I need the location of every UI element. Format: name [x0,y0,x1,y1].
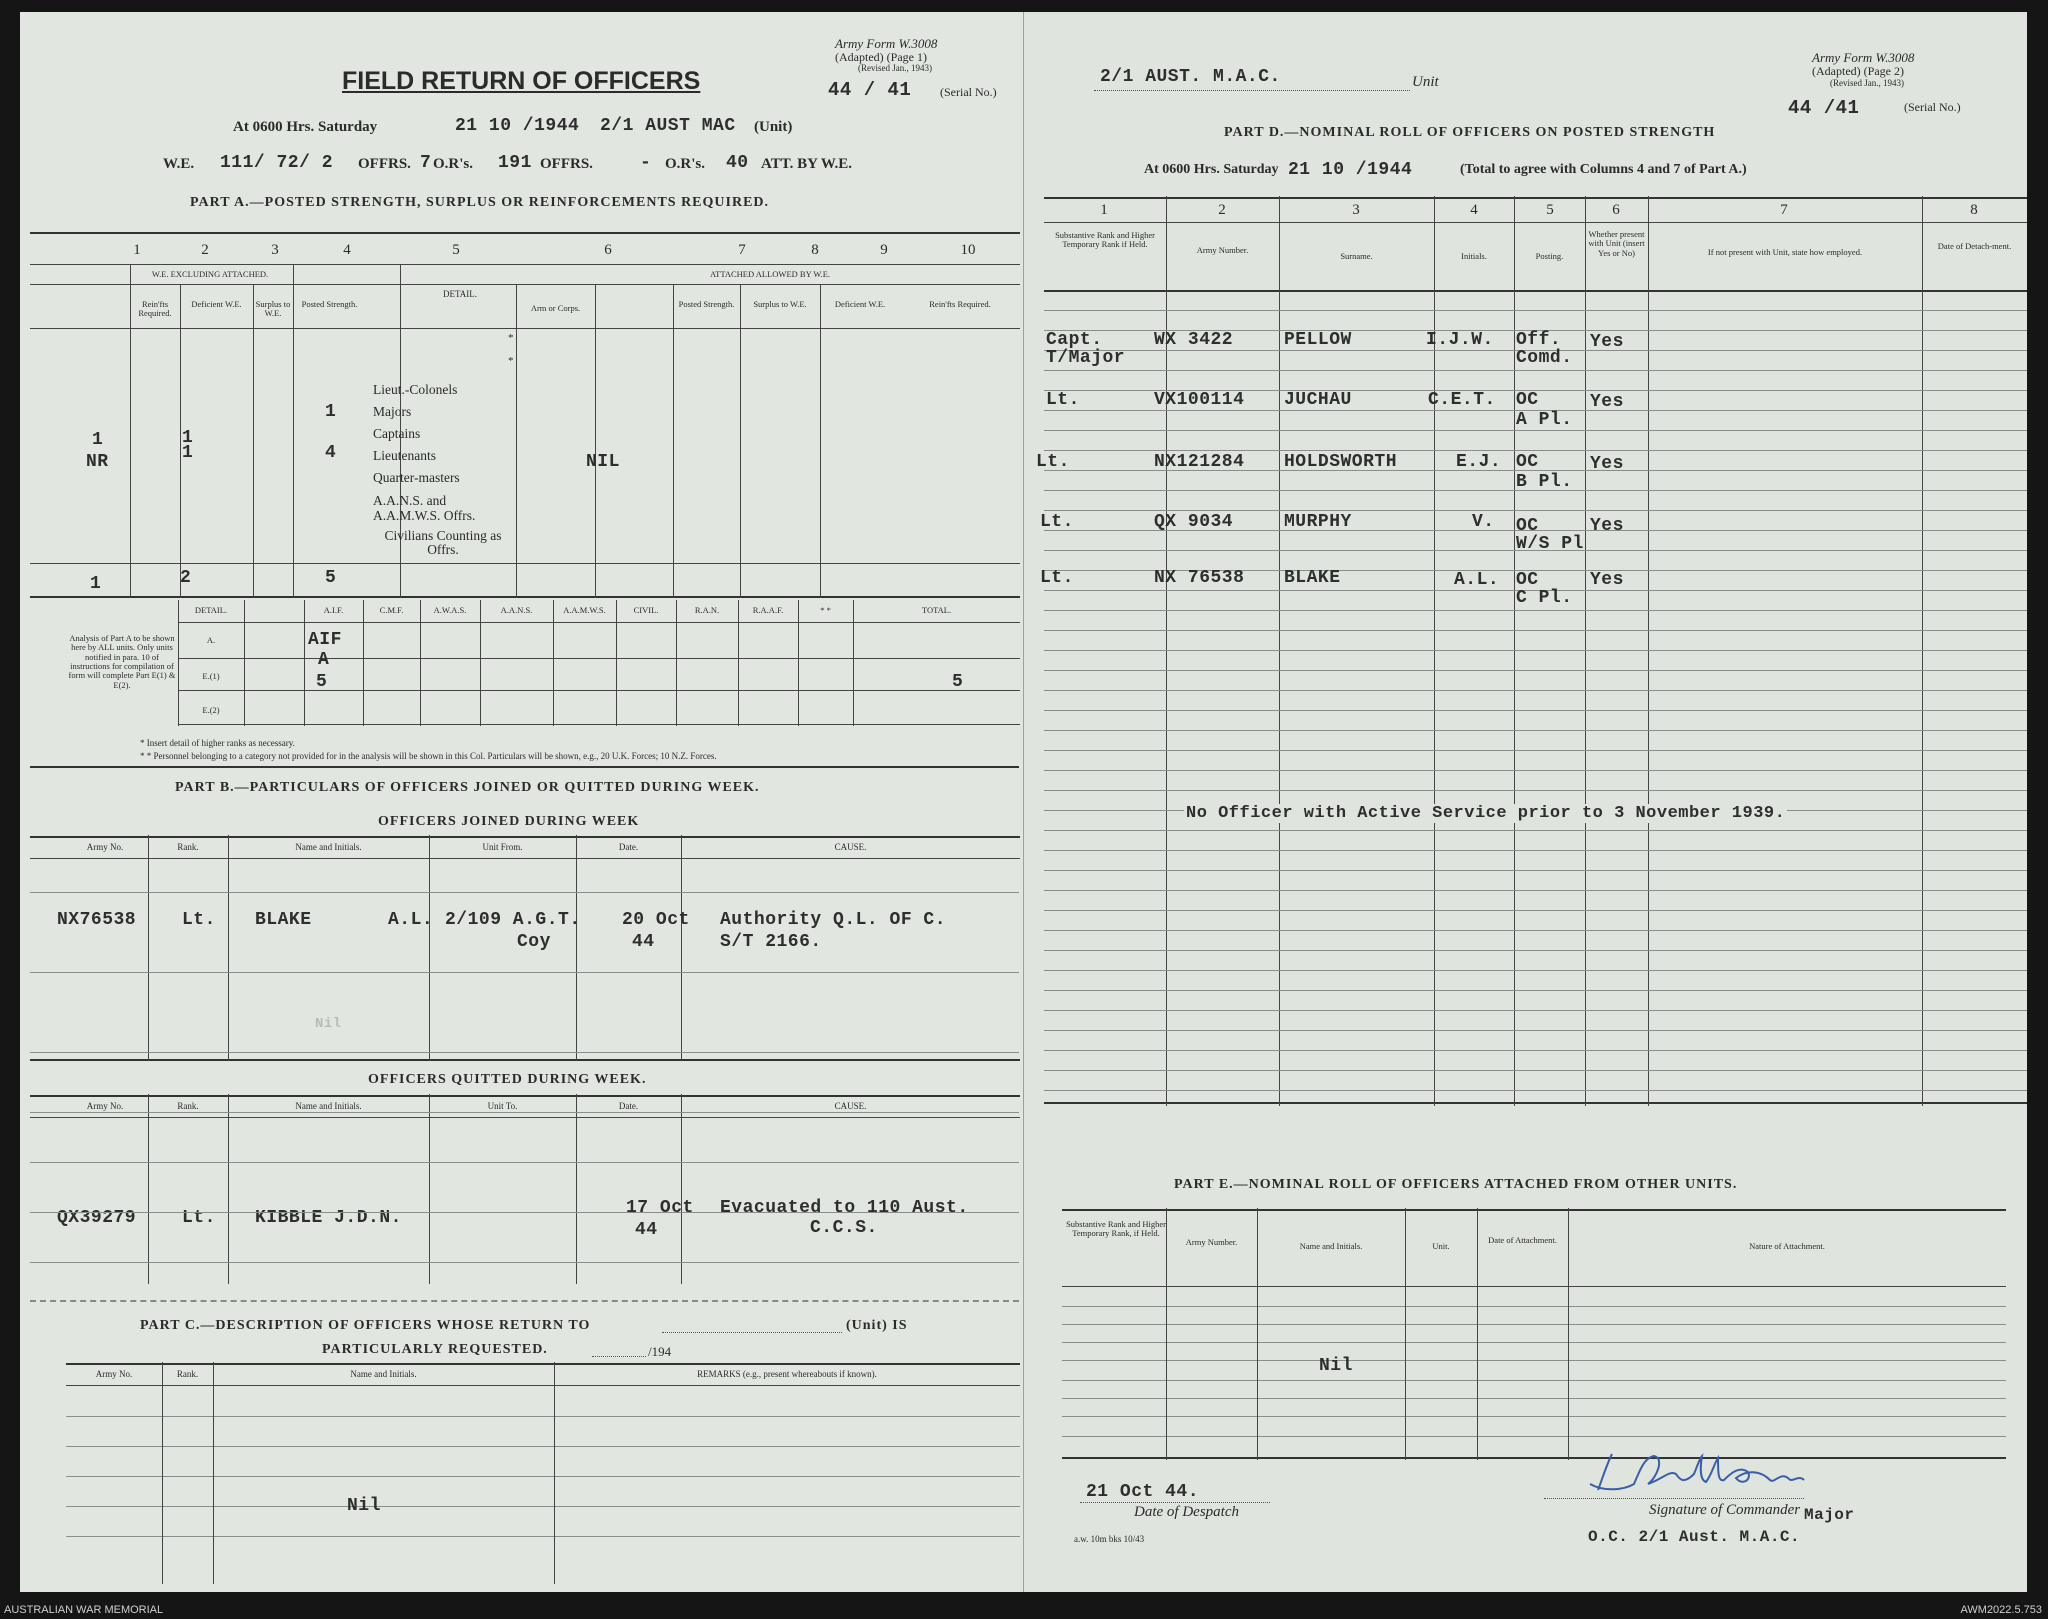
ruled-line [1044,370,2027,371]
quitted-heading: OFFICERS QUITTED DURING WEEK. [368,1072,647,1087]
att-label: ATT. BY W.E. [761,156,853,172]
ruled-line [1044,630,2027,631]
ruled-line [30,1212,1019,1213]
ruled-line [1044,1010,2027,1011]
q-h-rank: Rank. [177,1101,199,1111]
an-other: * * [820,605,831,615]
unit-name: 2/1 AUST MAC [600,116,736,136]
note-1: * Insert detail of higher ranks as necessary. [140,738,295,748]
p2-total-note: (Total to agree with Columns 4 and 7 of Part A.) [1460,162,1747,177]
q-name: KIBBLE J.D.N. [255,1208,402,1228]
serial-number: 44 / 41 [828,79,912,101]
col-9: 9 [880,242,888,258]
ruled-line [1044,930,2027,931]
ruled-line [1044,1050,2027,1051]
we-excl-header: W.E. EXCLUDING ATTACHED. [151,269,269,279]
an-raaf: R.A.A.F. [752,605,784,615]
we-label: W.E. [163,156,195,172]
d-col-2: 2 [1218,202,1226,218]
d-h-initials: Initials. [1461,251,1487,261]
ruled-line [1044,990,2027,991]
an-civil: CIVIL. [633,605,659,615]
d-posting-2: A Pl. [1516,410,1573,430]
col-2: 2 [201,242,209,258]
form-number: Army Form W.3008 [835,36,938,51]
an-total: TOTAL. [921,605,952,615]
q-date: 17 Oct [626,1198,694,1218]
d-number: NX121284 [1154,452,1245,472]
d-initials: E.J. [1456,452,1502,472]
note-2: * * Personnel belonging to a category not provided for in the analysis will be shown in this Col. Particulars will be shown, e.g., 20 U.K. Forces; 10 N.Z. Forces. [140,751,717,761]
d-rank: Capt. [1046,330,1103,350]
part-c-year: /194 [648,1344,672,1359]
d-initials: I.J.W. [1426,330,1494,350]
ruled-line [1044,430,2027,431]
part-c-table [66,1362,1020,1584]
h-surp: Surplus to W.E. [255,299,291,319]
part-e-heading: PART E.—NOMINAL ROLL OF OFFICERS ATTACHED FROM OTHER UNITS. [1174,1177,1738,1192]
rank-quartermasters: Quarter-masters [373,470,460,485]
d-surname: MURPHY [1284,512,1352,532]
an-row-a: A. [206,635,216,645]
d-number: QX 9034 [1154,512,1234,532]
d-present: Yes [1590,392,1624,412]
col-7: 7 [738,242,746,258]
d-rank: Lt. [1036,452,1070,472]
d-posting: OC [1516,516,1539,536]
j-h-rank: Rank. [177,842,199,852]
q-cause: Evacuated to 110 Aust. [720,1198,969,1218]
p2-unit: 2/1 AUST. M.A.C. [1100,67,1281,87]
d-h-rank: Substantive Rank and Higher Temporary Rank if Held. [1055,230,1155,250]
offrs-label: OFFRS. [358,156,411,172]
ruled-line [30,1262,1019,1263]
h-reinf2: Rein'fts Required. [929,299,991,309]
total-def: 2 [180,568,192,588]
h-reinf: Rein'fts Required. [138,299,172,319]
q-h-unit: Unit To. [487,1101,518,1111]
c-h-rank: Rank. [176,1369,199,1379]
p2-serial: 44 /41 [1788,97,1860,119]
d-col-5: 5 [1546,202,1554,218]
ruled-line [1044,870,2027,871]
ruled-line [1044,910,2027,911]
ruled-line [1044,1030,2027,1031]
j-cause: Authority Q.L. OF C. [720,910,947,930]
an-total-value: 5 [952,672,964,692]
ruled-line [1044,790,2027,791]
q-h-no: Army No. [86,1101,124,1111]
col-4: 4 [343,242,351,258]
an-detail: DETAIL. [194,605,228,615]
q-h-date: Date. [618,1101,639,1111]
c-h-remarks: REMARKS (e.g., present whereabouts if known). [697,1369,877,1379]
d-surname: JUCHAU [1284,390,1352,410]
an-aans: A.A.N.S. [500,605,533,615]
despatch-label: Date of Despatch [1134,1504,1239,1520]
ruled-line [30,1162,1019,1163]
d-posting-2: C Pl. [1516,588,1573,608]
page-1 [20,12,1023,1592]
d-surname: BLAKE [1284,568,1341,588]
e-h-number: Army Number. [1185,1237,1238,1247]
active-service-note: No Officer with Active Service prior to 3 November 1939. [1186,804,1786,823]
j-nil-faint: Nil [315,1016,342,1032]
d-h-surname: Surname. [1340,251,1373,261]
e-h-nature: Nature of Attachment. [1749,1241,1825,1251]
h-arm: Arm or Corps. [530,303,581,313]
ruled-line [1044,830,2027,831]
an-cmf: C.M.F. [379,605,404,615]
part-a-heading: PART A.—POSTED STRENGTH, SURPLUS OR REINFORCEMENTS REQUIRED. [190,195,770,210]
j-cause-2: S/T 2166. [720,932,822,952]
h-def2: Deficient W.E. [834,299,886,309]
we-value: 111/ 72/ 2 [220,153,334,173]
an-a-value: A [318,650,330,670]
e-nil: Nil [1319,1356,1353,1376]
ruled-line [1044,670,2027,671]
ruled-line [1044,710,2027,711]
serial-label: (Serial No.) [940,85,997,99]
d-surname: PELLOW [1284,330,1352,350]
ruled-line [1044,310,2027,311]
d-col-6: 6 [1612,202,1620,218]
j-rank: Lt. [182,910,216,930]
an-row-e2: E.(2) [202,705,220,715]
part-c-unit: (Unit) IS [846,1318,908,1333]
hrs-label: At 0600 Hrs. Saturday [233,119,378,135]
ruled-line [1044,650,2027,651]
page-2 [1024,12,2027,1592]
j-h-no: Army No. [86,842,124,852]
ruled-line [1044,950,2027,951]
j-date-2: 44 [632,932,655,952]
d-h-present: Whether present with Unit (insert Yes or No) [1588,229,1645,258]
c-nil: Nil [347,1496,381,1516]
reinf-nr: NR [86,452,109,472]
def-value-2: 1 [182,443,194,463]
j-unit-2: Coy [517,932,551,952]
c-h-name: Name and Initials. [350,1369,417,1379]
q-h-name: Name and Initials. [295,1101,362,1111]
j-initials: A.L. [388,910,434,930]
despatch-date: 21 Oct 44. [1086,1482,1200,1502]
d-posting: OC [1516,452,1539,472]
j-h-unit: Unit From. [482,842,523,852]
col-8: 8 [811,242,819,258]
ors-value: 191 [498,153,532,173]
d-col-4: 4 [1470,202,1478,218]
j-date: 20 Oct [622,910,690,930]
page-title: FIELD RETURN OF OFFICERS [342,67,701,95]
e-h-date: Date of Attachment. [1488,1235,1557,1245]
p2-form-number: Army Form W.3008 [1812,50,1915,65]
p2-unit-label: Unit [1412,74,1439,90]
print-code: a.w. 10m bks 10/43 [1074,1534,1145,1544]
col-6: 6 [604,242,612,258]
p2-form-revised: (Revised Jan., 1943) [1830,78,1904,88]
joined-heading: OFFICERS JOINED DURING WEEK [378,814,640,829]
col-5: 5 [452,242,460,258]
ruled-line [30,1112,1019,1113]
j-name: BLAKE [255,910,312,930]
signature-label: Signature of Commander [1649,1502,1801,1518]
h-post: Posted Strength. [301,299,358,309]
rank-lieutenants: Lieutenants [373,448,436,463]
footer-accession: AWM2022.5.753 [1960,1604,2042,1616]
ors2-label: O.R's. [665,156,706,172]
d-h-detach: Date of Detach-ment. [1937,241,2012,251]
d-initials: V. [1472,512,1495,532]
ruled-line [1044,970,2027,971]
d-col-8: 8 [1970,202,1978,218]
part-e-table [1062,1208,2006,1460]
col-3: 3 [271,242,279,258]
ruled-line [1044,750,2027,751]
d-present: Yes [1590,570,1624,590]
d-present: Yes [1590,516,1624,536]
d-col-7: 7 [1780,202,1788,218]
form-revised: (Revised Jan., 1943) [858,63,932,73]
q-cause-2: C.C.S. [810,1218,878,1238]
offrs2-label: OFFRS. [540,156,593,172]
d-posting-2: B Pl. [1516,472,1573,492]
part-a-table [30,230,1020,598]
d-rank: Lt. [1040,512,1074,532]
an-aif-value: AIF [308,630,342,650]
d-number: WX 3422 [1154,330,1234,350]
ruled-line [30,972,1019,973]
d-initials: C.E.T. [1428,390,1496,410]
d-present: Yes [1590,454,1624,474]
d-rank: Lt. [1046,390,1080,410]
an-awas: A.W.A.S. [433,605,467,615]
rank-aans: A.A.N.S. and A.A.M.W.S. Offrs. [373,493,476,523]
signature-rank: Major [1804,1506,1855,1524]
p2-date: 21 10 /1944 [1288,160,1413,180]
ruled-line [1044,690,2027,691]
p2-serial-label: (Serial No.) [1904,100,1961,114]
h-post2: Posted Strength. [678,299,735,309]
d-posting: OC [1516,570,1539,590]
j-h-cause: CAUSE. [834,842,867,852]
rank-majors: Majors [373,404,412,419]
unit-label: (Unit) [754,119,793,135]
signature [1584,1444,1884,1504]
q-h-cause: CAUSE. [834,1101,867,1111]
ors2-value: 40 [726,153,749,173]
lieutenants-value: 4 [325,443,337,463]
d-surname: HOLDSWORTH [1284,452,1398,472]
d-h-posting: Posting. [1535,251,1564,261]
ruled-line [1044,1090,2027,1091]
q-rank: Lt. [182,1208,216,1228]
d-number: VX100114 [1154,390,1245,410]
part-c-heading: PART C.—DESCRIPTION OF OFFICERS WHOSE RETURN TO [140,1318,591,1333]
col-1: 1 [133,242,141,258]
e-h-name: Name and Initials. [1299,1241,1363,1251]
an-aamws: A.A.M.W.S. [563,605,606,615]
return-date: 21 10 /1944 [455,116,580,136]
d-posting-2: Comd. [1516,348,1573,368]
analysis-note: Analysis of Part A to be shown here by ALL units. Only units notified in para. 10 of instructions for compilation of form will complete Part E(1) & E(2). [68,633,176,690]
analysis-table [178,600,1020,726]
attached-header: ATTACHED ALLOWED BY W.E. [709,269,831,279]
ruled-line [1044,1070,2027,1071]
ruled-line [1044,890,2027,891]
an-5-value: 5 [316,672,328,692]
d-present: Yes [1590,332,1624,352]
d-initials: A.L. [1454,570,1500,590]
rank-lieut-colonels: Lieut.-Colonels [373,382,458,397]
an-aif: A.I.F. [323,605,344,615]
e-h-rank: Substantive Rank and Higher Temporary Rank, if Held. [1066,1219,1166,1239]
d-h-number: Army Number. [1196,245,1249,255]
rank-civilians: Civilians Counting as Offrs. [384,528,502,557]
d-posting: OC [1516,390,1539,410]
q-date-2: 44 [635,1220,658,1240]
ruled-line [1044,770,2027,771]
e-h-unit: Unit. [1432,1241,1450,1251]
d-rank: Lt. [1040,568,1074,588]
col-10: 10 [960,242,976,258]
reinf-value: 1 [92,430,104,450]
j-unit: 2/109 A.G.T. [445,910,581,930]
attached-nil: NIL [586,452,620,472]
part-d-heading: PART D.—NOMINAL ROLL OF OFFICERS ON POSTED STRENGTH [1224,125,1716,140]
rank-captains: Captains [373,426,421,441]
j-army-no: NX76538 [57,910,137,930]
total-posted: 5 [325,568,337,588]
d-posting-2: W/S Pl [1516,534,1584,554]
offrs2-value: - [640,153,652,173]
majors-value: 1 [325,402,337,422]
ruled-line [30,1052,1019,1053]
footer-credit: AUSTRALIAN WAR MEMORIAL [4,1604,164,1616]
offrs-value: 7 [420,153,432,173]
h-surp2: Surplus to W.E. [753,299,807,309]
d-h-employed: If not present with Unit, state how employed. [1707,247,1863,257]
ruled-line [1044,730,2027,731]
ruled-line [1044,850,2027,851]
total-reinf: 1 [90,574,102,594]
c-h-no: Army No. [95,1369,133,1379]
j-h-date: Date. [618,842,639,852]
d-col-1: 1 [1100,202,1108,218]
def-value-1: 1 [182,428,194,448]
ruled-line [1044,610,2027,611]
d-rank-2: T/Major [1046,348,1126,368]
d-posting: Off. [1516,330,1562,350]
ruled-line [1044,510,2027,511]
q-army-no: QX39279 [57,1208,137,1228]
detail-header: DETAIL. [442,289,478,299]
an-ran: R.A.N. [694,605,720,615]
ruled-line [1044,450,2027,451]
quitted-table [30,1094,1020,1284]
h-def: Deficient W.E. [191,299,242,309]
star-2: * [508,355,514,367]
d-number: NX 76538 [1154,568,1245,588]
ruled-line [30,892,1019,893]
part-c-requested: PARTICULARLY REQUESTED. [322,1342,548,1357]
form-adapted: (Adapted) (Page 1) [835,50,927,64]
p2-hrs-label: At 0600 Hrs. Saturday [1144,162,1279,177]
star-1: * [508,332,514,344]
ors-label: O.R's. [433,156,474,172]
d-col-3: 3 [1352,202,1360,218]
an-row-e1: E.(1) [202,671,220,681]
part-b-heading: PART B.—PARTICULARS OF OFFICERS JOINED OR QUITTED DURING WEEK. [175,780,760,795]
p2-form-adapted: (Adapted) (Page 2) [1812,64,1904,78]
j-h-name: Name and Initials. [295,842,362,852]
signature-unit: O.C. 2/1 Aust. M.A.C. [1588,1528,1801,1546]
